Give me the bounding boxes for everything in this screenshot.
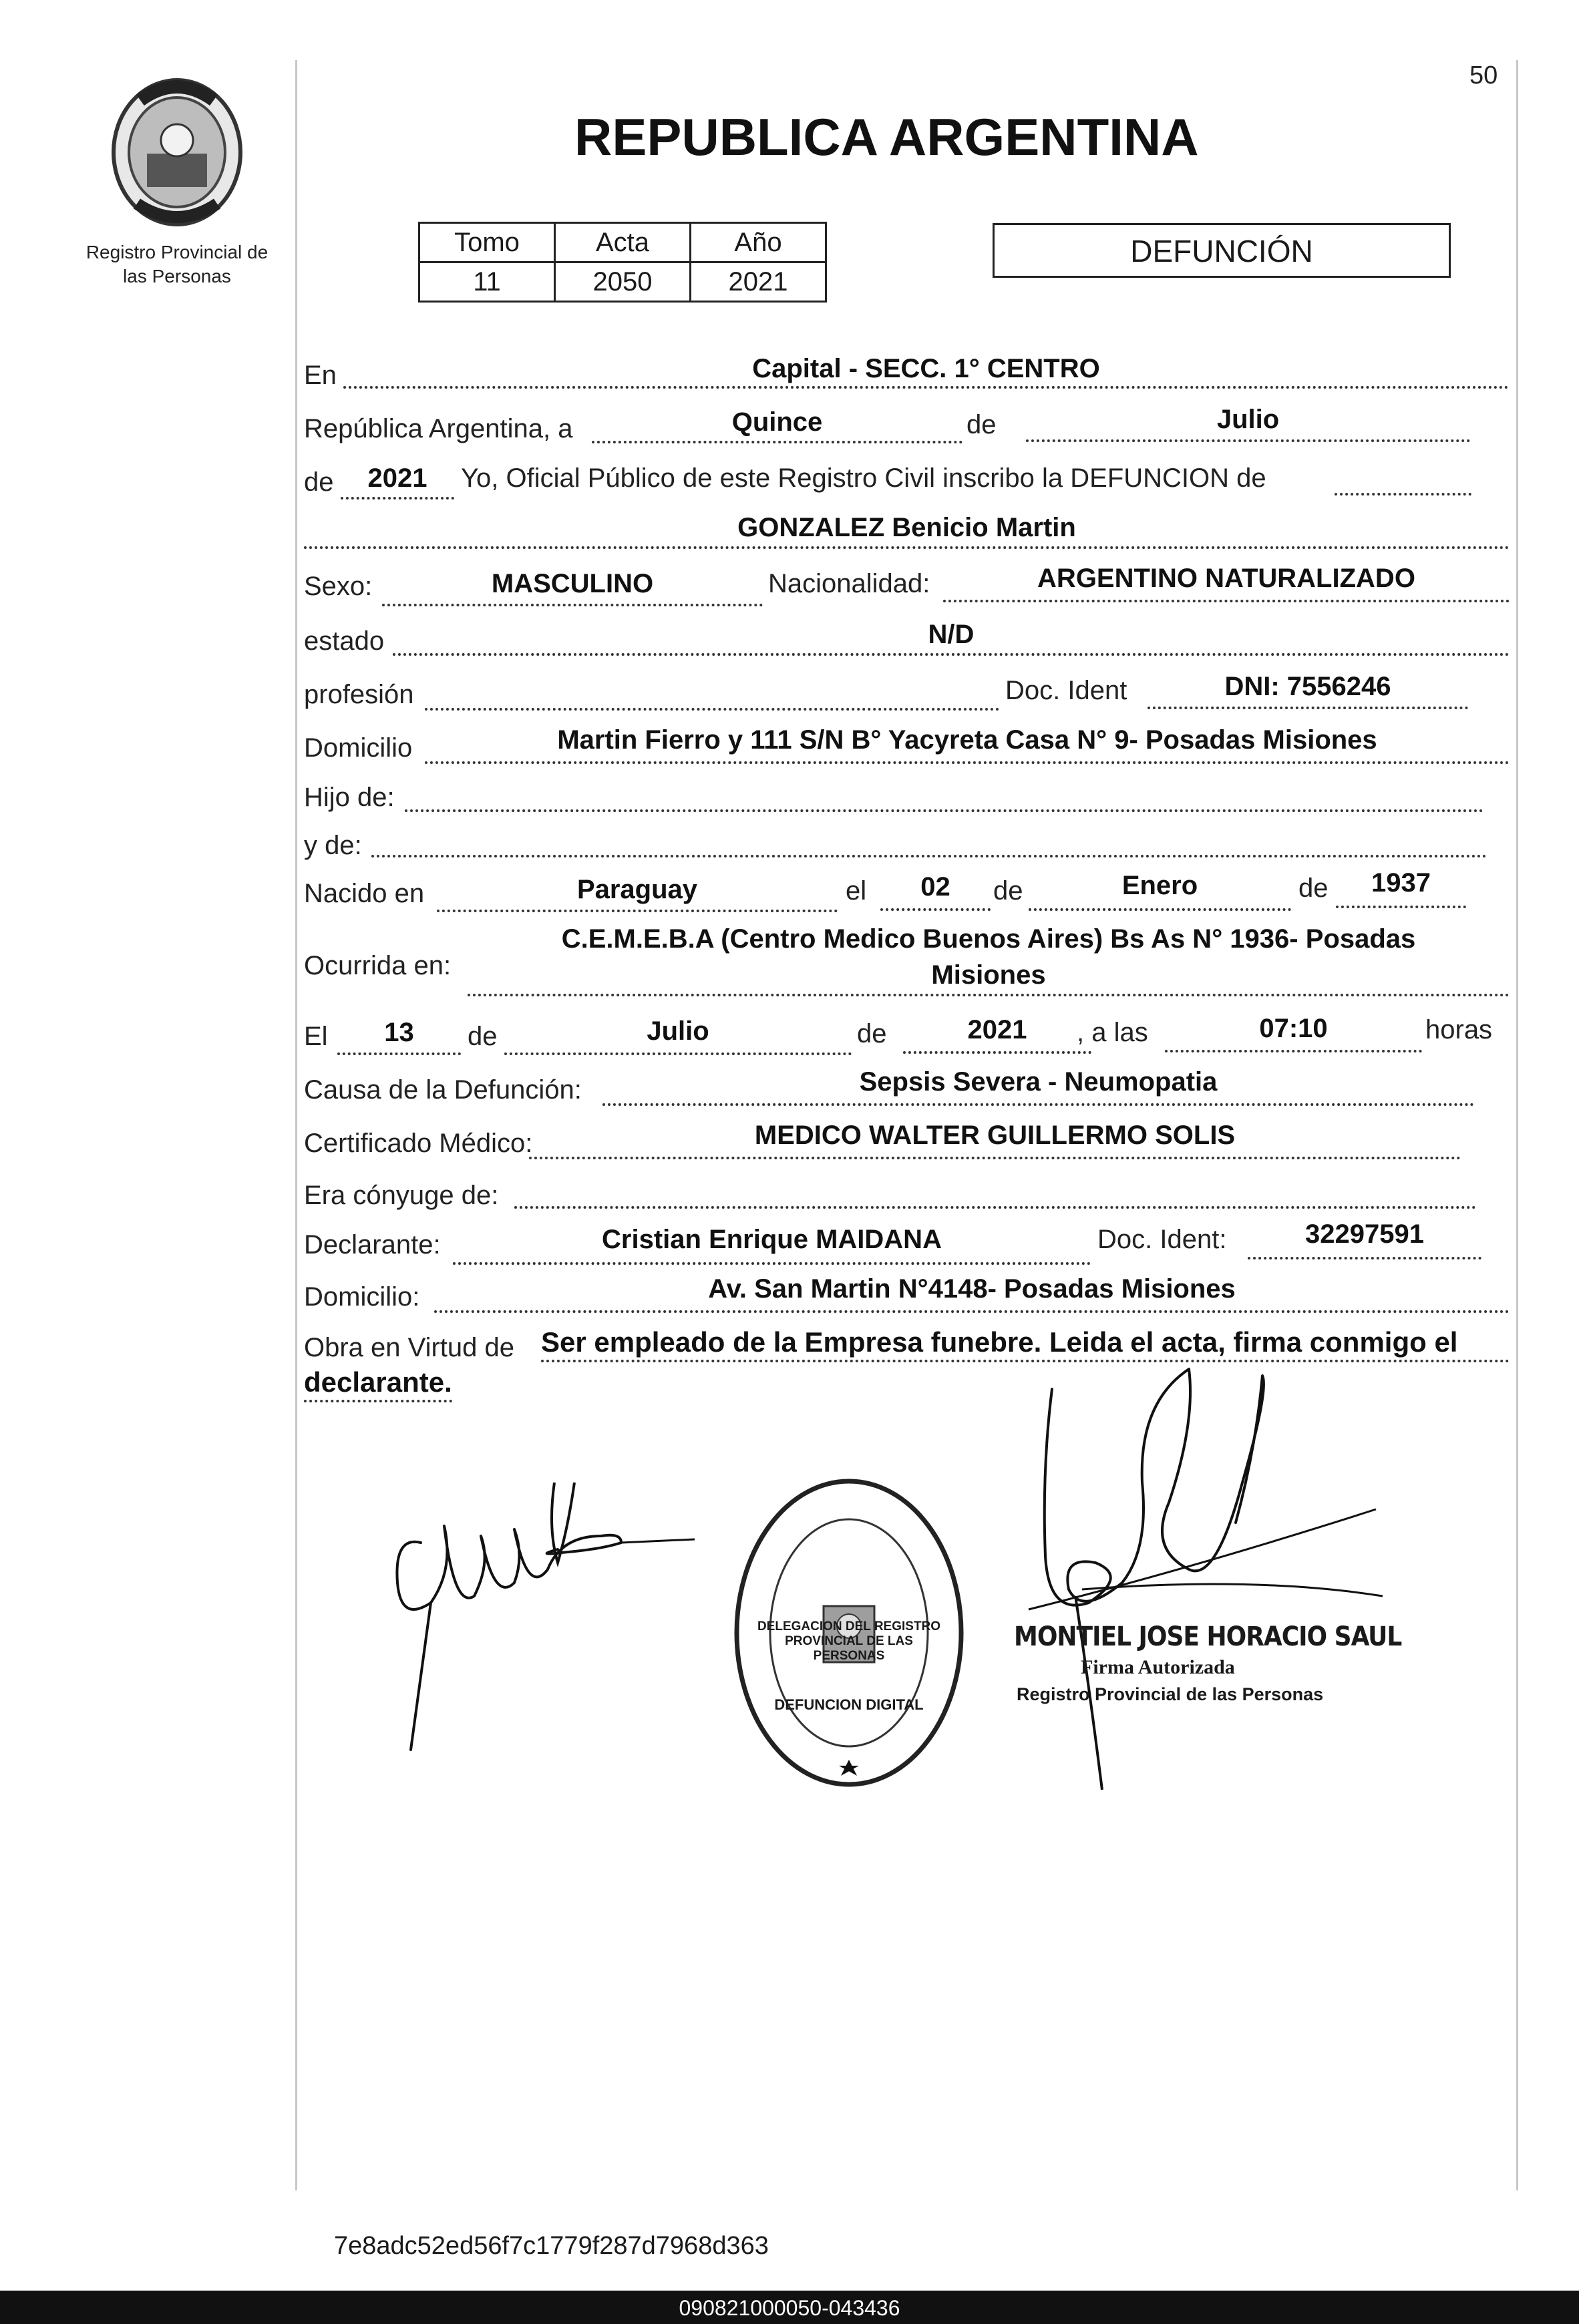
birth-day-value: 02 xyxy=(920,872,950,902)
el-label: el xyxy=(846,876,867,906)
conyuge-label: Era cónyuge de: xyxy=(304,1181,499,1210)
death-day-value: 13 xyxy=(384,1018,414,1047)
certificado-line xyxy=(529,1157,1461,1159)
sexo-value: MASCULINO xyxy=(491,569,654,598)
causa-value: Sepsis Severa - Neumopatia xyxy=(859,1067,1218,1097)
doc-ident-value: DNI: 7556246 xyxy=(1224,672,1391,701)
stamp-inner-text: DEFUNCION DIGITAL xyxy=(774,1696,924,1713)
death-de2-label: de xyxy=(857,1019,887,1048)
official-signature xyxy=(989,1349,1416,1803)
nacionalidad-value: ARGENTINO NATURALIZADO xyxy=(1037,564,1415,593)
hijo-label: Hijo de: xyxy=(304,783,395,812)
deceased-name: GONZALEZ Benicio Martin xyxy=(737,513,1076,542)
conyuge-line xyxy=(514,1206,1476,1209)
document-hash: 7e8adc52ed56f7c1779f287d7968d363 xyxy=(334,2232,769,2260)
death-de-label: de xyxy=(468,1022,498,1051)
sexo-label: Sexo: xyxy=(304,572,373,601)
death-year-value: 2021 xyxy=(967,1015,1027,1044)
registry-stamp xyxy=(731,1476,967,1790)
de2-label: de xyxy=(304,467,334,497)
obra-value-line2: declarante. xyxy=(304,1366,452,1402)
a-las-label: , a las xyxy=(1077,1018,1148,1047)
estado-label: estado xyxy=(304,626,385,656)
ocurrida-value-line2: Misiones xyxy=(931,960,1046,990)
estado-line xyxy=(393,653,1510,656)
estado-value: N/D xyxy=(928,620,975,649)
registry-name-line1: Registro Provincial de xyxy=(85,242,269,262)
hijo-line xyxy=(405,809,1483,812)
death-time-line xyxy=(1165,1050,1422,1052)
birth-day-line xyxy=(880,908,991,911)
nacido-value: Paraguay xyxy=(576,875,698,904)
ocurrida-line xyxy=(468,994,1510,996)
nacido-label: Nacido en xyxy=(304,879,425,908)
year-value: 2021 xyxy=(367,463,427,493)
domicilio2-label: Domicilio: xyxy=(304,1282,420,1312)
ocurrida-value-line1: C.E.M.E.B.A (Centro Medico Buenos Aires) Bs As N° 1936- Posadas xyxy=(561,924,1416,954)
declarant-signature xyxy=(381,1463,708,1756)
certificado-value: MEDICO WALTER GUILLERMO SOLIS xyxy=(754,1121,1236,1150)
day-value: Quince xyxy=(731,407,823,437)
death-day-line xyxy=(337,1052,461,1055)
registry-name-line2: las Personas xyxy=(123,266,231,286)
table-cell-acta: 2050 xyxy=(555,262,691,302)
table-cell-ano: 2021 xyxy=(691,262,826,302)
name-line xyxy=(304,546,1510,549)
birth-year-line xyxy=(1336,906,1466,908)
provincial-seal-logo xyxy=(100,73,254,227)
right-margin-line xyxy=(1516,60,1518,2190)
birth-month-value: Enero xyxy=(1121,871,1198,900)
profesion-line xyxy=(425,708,999,711)
official-role: Firma Autorizada xyxy=(1081,1656,1235,1678)
causa-line xyxy=(602,1103,1474,1106)
death-time-value: 07:10 xyxy=(1259,1014,1328,1043)
footer-bar xyxy=(0,2291,1579,2324)
table-cell-tomo: 11 xyxy=(419,262,555,302)
death-month-line xyxy=(504,1052,852,1055)
official-name: MONTIEL JOSE HORACIO SAUL xyxy=(1014,1621,1402,1652)
doc-ident-label: Doc. Ident xyxy=(1005,676,1127,705)
month-line xyxy=(1026,439,1470,442)
decl-doc-label: Doc. Ident: xyxy=(1097,1225,1227,1254)
day-line xyxy=(592,441,962,443)
left-margin-line xyxy=(295,60,297,2190)
act-type-box xyxy=(993,223,1451,278)
causa-label: Causa de la Defunción: xyxy=(304,1075,582,1105)
decl-doc-value: 32297591 xyxy=(1305,1219,1424,1249)
declarante-line xyxy=(453,1262,1091,1265)
birth-month-line xyxy=(1029,908,1291,911)
yo-line xyxy=(1335,493,1471,496)
domicilio-label: Domicilio xyxy=(304,733,413,763)
obra-value-line1: Ser empleado de la Empresa funebre. Leida el acta, firma conmigo el xyxy=(541,1326,1510,1362)
en-label: En xyxy=(304,361,337,390)
domicilio-value: Martin Fierro y 111 S/N B° Yacyreta Casa N° 9- Posadas Misiones xyxy=(557,725,1377,755)
birth-de2-label: de xyxy=(1298,874,1329,903)
death-month-value: Julio xyxy=(647,1016,709,1046)
sexo-line xyxy=(382,604,763,606)
doc-ident-line xyxy=(1148,707,1468,709)
en-line xyxy=(343,386,1509,389)
en-value: Capital - SECC. 1° CENTRO xyxy=(752,354,1100,383)
year-line xyxy=(341,497,454,500)
declarante-label: Declarante: xyxy=(304,1230,441,1260)
horas-label: horas xyxy=(1425,1015,1493,1044)
birth-de-label: de xyxy=(993,876,1023,906)
obra-label: Obra en Virtud de xyxy=(304,1333,515,1362)
nacionalidad-label: Nacionalidad: xyxy=(768,569,930,598)
republica-label: República Argentina, a xyxy=(304,414,573,443)
domicilio2-value: Av. San Martin N°4148- Posadas Misiones xyxy=(708,1274,1236,1304)
stamp-ring-text: DELEGACION DEL REGISTRO PROVINCIAL DE LAS PERSONAS xyxy=(757,1619,941,1663)
table-header-acta: Acta xyxy=(555,223,691,262)
yo-text: Yo, Oficial Público de este Registro Civil inscribo la DEFUNCION de xyxy=(461,463,1266,493)
table-header-tomo: Tomo xyxy=(419,223,555,262)
y-de-line xyxy=(371,855,1487,857)
record-table xyxy=(418,222,827,303)
domicilio2-line xyxy=(434,1310,1510,1313)
barcode-id: 090821000050-043436 xyxy=(679,2296,900,2320)
table-header-ano: Año xyxy=(691,223,826,262)
death-year-line xyxy=(903,1051,1091,1054)
month-value: Julio xyxy=(1216,405,1280,434)
page-number: 50 xyxy=(1469,61,1498,89)
profesion-label: profesión xyxy=(304,680,414,709)
act-type-label: DEFUNCIÓN xyxy=(1130,234,1313,268)
birth-year-value: 1937 xyxy=(1371,868,1431,898)
nacionalidad-line xyxy=(943,600,1510,602)
nacido-line xyxy=(437,910,838,912)
y-de-label: y de: xyxy=(304,831,362,860)
domicilio-line xyxy=(425,761,1510,764)
ocurrida-label: Ocurrida en: xyxy=(304,951,452,980)
decl-doc-line xyxy=(1248,1257,1481,1260)
de-label: de xyxy=(967,410,997,439)
certificado-label: Certificado Médico: xyxy=(304,1129,533,1158)
page-title: REPUBLICA ARGENTINA xyxy=(574,108,1199,166)
official-office: Registro Provincial de las Personas xyxy=(1017,1684,1324,1704)
declarante-value: Cristian Enrique MAIDANA xyxy=(602,1225,942,1254)
el2-label: El xyxy=(304,1022,328,1051)
